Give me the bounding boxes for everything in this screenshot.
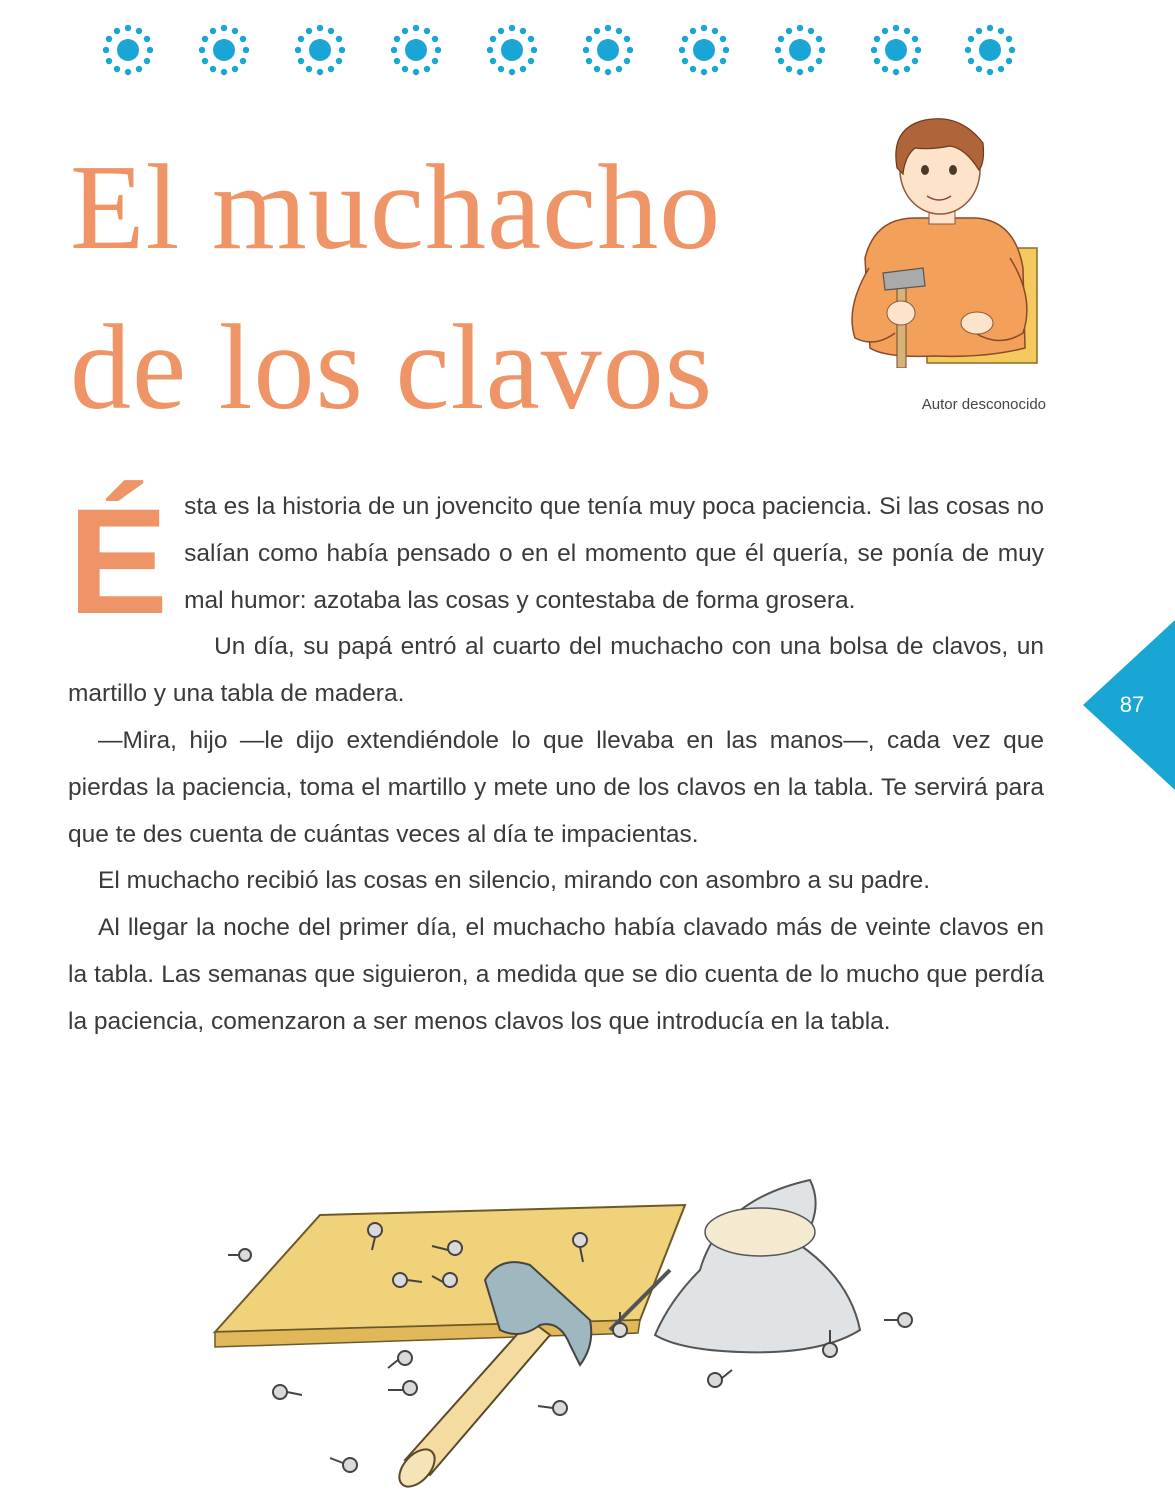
page-number: 87 (1119, 692, 1145, 717)
paragraph-2: Un día, su papá entró al cuarto del muchacho con una bolsa de clavos, un martillo y una tabla de madera. (68, 633, 1044, 708)
page-title (70, 128, 721, 448)
paragraph-1 (68, 477, 1044, 645)
decorative-dot-flowers (0, 0, 1175, 110)
paragraph-1-text: sta es la historia de un jovencito que tenía muy poca paciencia. Si las cosas no salían como había pensado o en el momento que él quería, se ponía de muy mal humor: azotaba las cosas y contestaba de forma grosera. (184, 493, 1044, 614)
title-line-2: de los clavos (70, 300, 714, 435)
title-line-1: El muchacho (70, 140, 722, 275)
author-credit: Autor desconocido (921, 396, 1046, 413)
paragraph-5: Al llegar la noche del primer día, el muchacho había clavado más de veinte clavos en la tabla. Las semanas que siguieron, a medida que se dio cuenta de lo mucho que perdía la paciencia, comenzaron a ser menos clavos los que introducía en la tabla. (68, 914, 1044, 1035)
board-hammer-nails-illustration (200, 1170, 960, 1500)
drop-cap: É (68, 477, 169, 645)
paragraph-4: El muchacho recibió las cosas en silencio, mirando con asombro a su padre. (98, 867, 931, 895)
paragraph-3: —Mira, hijo —le dijo extendiéndole lo que llevaba en las manos—, cada vez que pierdas la paciencia, toma el martillo y mete uno de los clavos en la tabla. Te servirá para que te des cuenta de cuántas veces al día te impacientas. (68, 726, 1044, 848)
boy-with-hammer-illustration (835, 108, 1045, 368)
story-text (68, 477, 1044, 1046)
